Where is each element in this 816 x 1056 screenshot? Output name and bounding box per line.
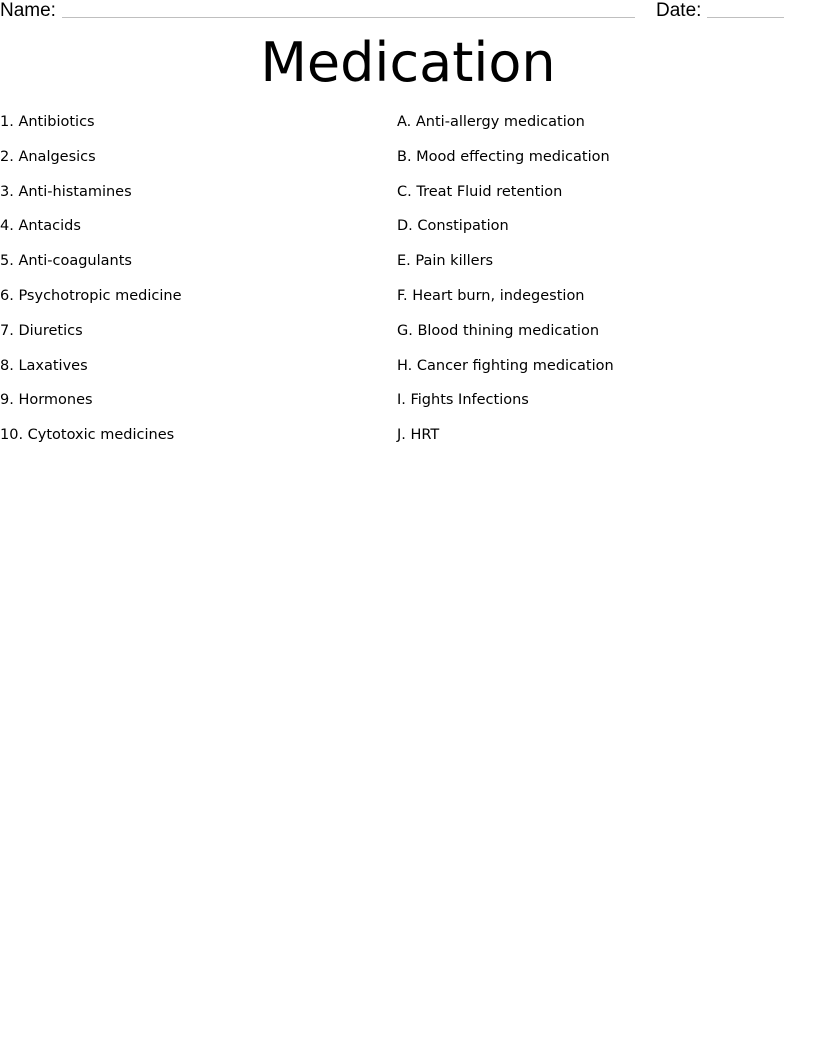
definition-item: C. Treat Fluid retention: [397, 183, 563, 200]
definition-item: E. Pain killers: [397, 253, 494, 270]
definition-item: B. Mood effecting medication: [397, 148, 610, 165]
term-item: 7. Diuretics: [0, 322, 83, 339]
header-row: [0, 0, 816, 22]
term-item: 9. Hormones: [0, 392, 93, 409]
definitions-list: [397, 113, 797, 461]
page-title: Medication: [260, 31, 556, 94]
definition-item: G. Blood thining medication: [397, 322, 600, 339]
definition-item: H. Cancer fighting medication: [397, 357, 614, 374]
date-label: Date:: [656, 0, 702, 21]
terms-list: [0, 113, 380, 461]
name-blank-line: [62, 17, 635, 18]
term-item: 6. Psychotropic medicine: [0, 287, 182, 304]
term-item: 10. Cytotoxic medicines: [0, 427, 175, 444]
term-item: 2. Analgesics: [0, 148, 96, 165]
term-item: 8. Laxatives: [0, 357, 88, 374]
definition-item: I. Fights Infections: [397, 392, 529, 409]
definition-item: D. Constipation: [397, 218, 509, 235]
term-item: 3. Anti-histamines: [0, 183, 132, 200]
name-label: Name:: [0, 0, 56, 21]
definition-item: A. Anti-allergy medication: [397, 114, 585, 130]
definition-item: F. Heart burn, indegestion: [397, 287, 585, 304]
definition-item: J. HRT: [397, 427, 440, 444]
term-item: 4. Antacids: [0, 218, 81, 235]
date-blank-line: [707, 17, 784, 18]
term-item: 1. Antibiotics: [0, 114, 95, 130]
term-item: 5. Anti-coagulants: [0, 253, 132, 270]
